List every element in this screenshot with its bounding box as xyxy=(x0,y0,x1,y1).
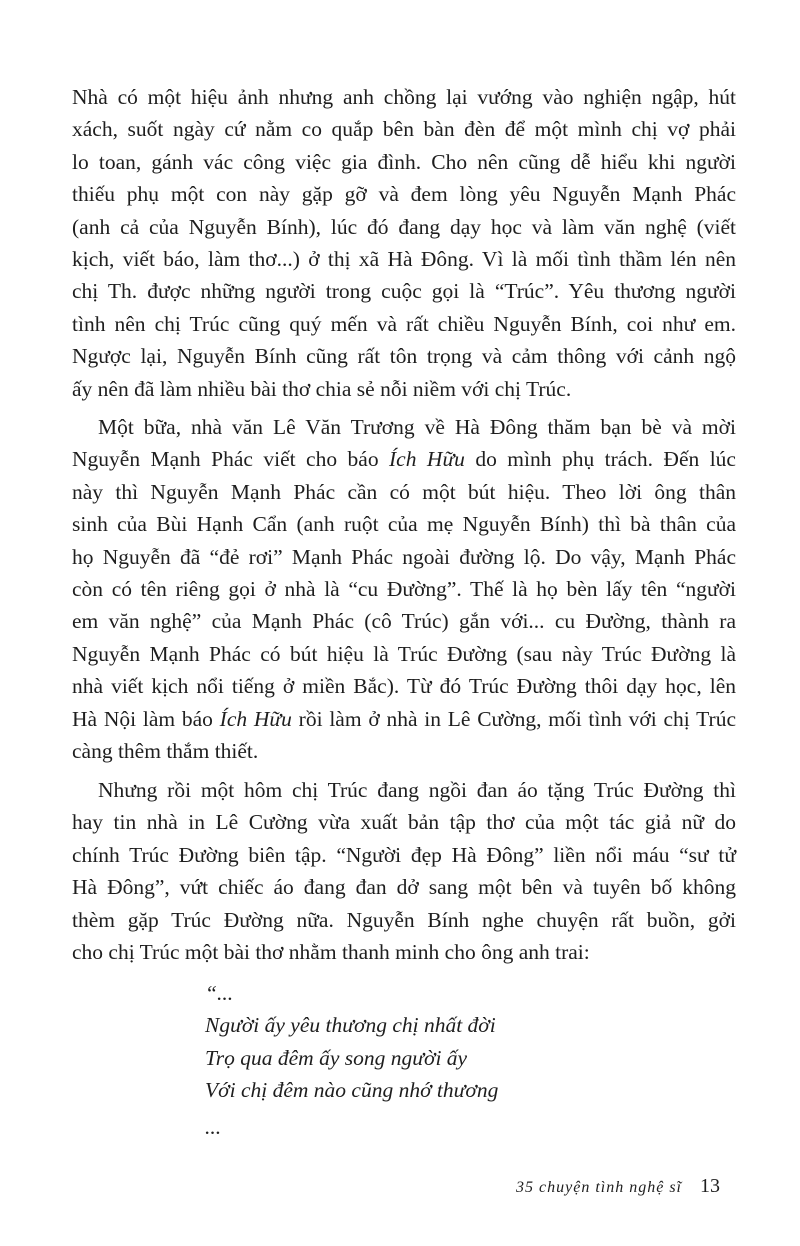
text-line: Nguyễn Mạnh Phác viết cho báo Ích Hữu do mình phụ trách. Đến lúc xyxy=(72,447,736,472)
poem-line: Với chị đêm nào cũng nhớ thương xyxy=(205,1078,499,1103)
text-line: Nhưng rồi một hôm chị Trúc đang ngồi đan áo tặng Trúc Đường thì xyxy=(98,778,736,802)
text-line: Một bữa, nhà văn Lê Văn Trương về Hà Đông thăm bạn bè và mời xyxy=(98,415,736,439)
text-line: thèm gặp Trúc Đường nữa. Nguyễn Bính nghe chuyện rất buồn, gởi xyxy=(72,907,736,932)
poem-line: Trọ qua đêm ấy song người ấy xyxy=(205,1045,468,1070)
text-line: họ Nguyễn đã “đẻ rơi” Mạnh Phác ngoài đường lộ. Do vậy, Mạnh Phác xyxy=(72,544,736,569)
text-line: tình nên chị Trúc cũng quý mến và rất chiều Nguyễn Bính, coi như em. xyxy=(72,311,736,336)
text-line: còn có tên riêng gọi ở nhà là “cu Đường”. Thế là họ bèn lấy tên “người xyxy=(72,576,736,601)
italic-title: Ích Hữu xyxy=(219,706,292,731)
text-line: Hà Đông”, vứt chiếc áo đang đan dở sang một bên và tuyên bố không xyxy=(72,875,736,900)
text-line: hay tin nhà in Lê Cường vừa xuất bản tập thơ của một tác giả nữ do xyxy=(72,810,736,835)
poem-close: ... xyxy=(205,1114,222,1139)
paragraph-1 xyxy=(72,81,736,405)
paragraph-3 xyxy=(72,774,736,968)
paragraph-2 xyxy=(72,411,736,767)
text-line: Ngược lại, Nguyễn Bính cũng rất tôn trọng và cảm thông với cảnh ngộ xyxy=(72,344,736,369)
poem-line: Người ấy yêu thương chị nhất đời xyxy=(205,1013,496,1038)
text-line: xách, suốt ngày cứ nằm co quắp bên bàn đèn để một mình chị vợ phải xyxy=(72,117,736,142)
italic-title: Ích Hữu xyxy=(389,447,465,472)
text-line: em văn nghệ” của Mạnh Phác (cô Trúc) gắn với... cu Đường, thành ra xyxy=(72,609,736,634)
text-line: càng thêm thắm thiết. xyxy=(72,738,259,763)
running-title: 35 chuyện tình nghệ sĩ xyxy=(516,1179,682,1196)
text-line: ấy nên đã làm nhiều bài thơ chia sẻ nỗi niềm với chị Trúc. xyxy=(72,376,572,401)
text-line: này thì Nguyễn Mạnh Phác cần có một bút hiệu. Theo lời ông thân xyxy=(72,479,736,504)
text-line: lo toan, gánh vác công việc gia đình. Cho nên cũng dễ hiểu khi người xyxy=(72,149,736,174)
text-line: thiếu phụ một con này gặp gỡ và đem lòng yêu Nguyễn Mạnh Phác xyxy=(72,182,736,207)
text-line: cho chị Trúc một bài thơ nhằm thanh minh cho ông anh trai: xyxy=(72,939,590,964)
text-line: chính Trúc Đường biên tập. “Người đẹp Hà Đông” liền nổi máu “sư tử xyxy=(72,842,736,867)
text-line: chị Th. được những người trong cuộc gọi là “Trúc”. Yêu thương người xyxy=(72,279,736,304)
text-line: kịch, viết báo, làm thơ...) ở thị xã Hà Đông. Vì là mối tình thầm lén nên xyxy=(72,246,736,271)
text-line: (anh cả của Nguyễn Bính), lúc đó đang dạy học và làm văn nghệ (viết xyxy=(72,214,736,239)
text-line: sinh của Bùi Hạnh Cẩn (anh ruột của mẹ Nguyễn Bính) thì bà thân của xyxy=(72,512,736,537)
text-line: Hà Nội làm báo Ích Hữu rồi làm ở nhà in Lê Cường, mối tình với chị Trúc xyxy=(72,706,736,731)
text-line: Nhà có một hiệu ảnh nhưng anh chồng lại vướng vào nghiện ngập, hút xyxy=(72,85,736,109)
page-number: 13 xyxy=(700,1175,720,1197)
poem-excerpt xyxy=(205,977,498,1143)
poem-open: “... xyxy=(205,981,234,1005)
text-line: nhà viết kịch nổi tiếng ở miền Bắc). Từ đó Trúc Đường thôi dạy học, lên xyxy=(72,674,736,699)
text-line: Nguyễn Mạnh Phác có bút hiệu là Trúc Đường (sau này Trúc Đường là xyxy=(72,641,736,666)
page-footer xyxy=(516,1175,720,1198)
